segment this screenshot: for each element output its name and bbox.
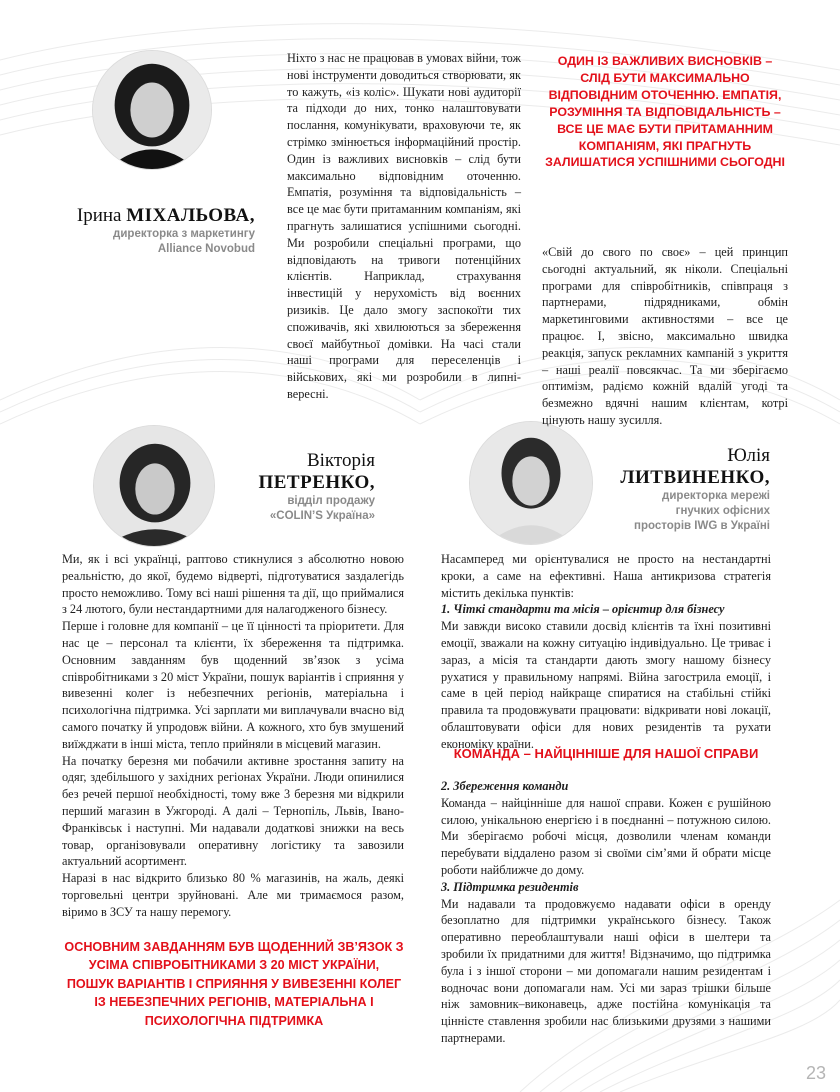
subheading: 1. Чіткі стандарти та місія – орієнтир для бізнесу [441, 602, 725, 617]
article2-highlight: ОСНОВНИМ ЗАВДАННЯМ БУВ ЩОДЕННИЙ ЗВ’ЯЗОК З УСІМА СПІВРОБІТНИКАМИ З 20 МІСТ УКРАЇНИ, ПОШУК ВАРІАНТІВ І СПРИЯННЯ У ВИВЕЗЕННІ КОЛЕГ ІЗ НЕБЕЗПЕЧНИХ РЕГІОНІВ, МАТЕРІАЛЬНА І ПСИХОЛОГІЧНА ПІДТРИМКА [64, 940, 404, 1028]
profile-first-name: Вікторія [306, 450, 375, 471]
profile-name: Ірина МІХАЛЬОВА, [76, 205, 255, 226]
avatar-petrenko [93, 425, 215, 547]
paragraph: На початку березня ми побачили активне зростання запиту на одяг, здебільшого у західних регіонах України. Люди опинилися без речей першої необхідності, тому вже 3 березня ми відкрили перший магазин в Ужгороді. А далі – Тернопіль, Львів, Івано-Франківськ і наступні. Ми надавали додаткові знижки на весь товар, організовували оперативну логістику та завозили актуальний асортимент. [62, 753, 404, 869]
article3-text [441, 551, 771, 753]
profile-last-name: ЛИТВИНЕНКО, [620, 467, 770, 488]
article3-text-continued [441, 778, 771, 1047]
paragraph: Насамперед ми орієнтувалися не просто на нестандартні кроки, а саме на ефективні. Наша антикризова стратегія містить декілька пунктів: [441, 552, 771, 600]
paragraph: Команда – найцінніше для нашої справи. Кожен є рушійною силою, унікальною енергією і в поєднанні – потужною силою. Ми зберігаємо робочі місця, дозволили членам команди перебувати віддалено разом зі своїми сім’ями й обрати місце роботи найближче до дому. [441, 795, 771, 877]
article1-column1: Ніхто з нас не працював в умовах війни, тож нові інструменти доводиться створювати, як то кажуть, «із коліс». Шукати нові аудиторії та підходи до них, тонко налаштовувати послання, комунікувати, враховуючи те, як стрімко змінюється інформаційний простір. Один із важливих висновків – слід бути максимально відповідним оточенню. Емпатія, розуміння та відповідальність – все це має бути притаманним компаніям, які прагнуть залишатися успішними сьогодні. Ми розробили спеціальні програми, що відповідають на тривоги потенційних клієнтів. Наприклад, страхування інвестицій у нерухомість від воєнних ризиків. Це дало змогу заспокоїти тих споживачів, які хвилюються за збереження своєї майбутньої домівки. На часі стали наші програми для переселенців і військових, які ми розробили в липні-вересні. [287, 51, 521, 401]
paragraph: Наразі в нас відкрито близько 80 % магазинів, на жаль, деякі торговельні центри зруйновані. Але ми тримаємося разом, віримо в ЗСУ та нашу перемогу. [62, 871, 404, 919]
paragraph: Ми завжди високо ставили досвід клієнтів та їхні позитивні емоції, зважали на кожну ситуацію індивідуально. Це триває і зараз, а місія та стандарти дають змогу нашому бізнесу рухатися у правильному напрямі. Війна загострила емоції, і саме в цей період найкраще спиратися на стабільні стійкі правила та продовжувати працювати: відкривати нові локації, облаштовувати офіси для нових резидентів та рухати економіку країни. [441, 619, 771, 751]
article3-highlight: КОМАНДА – НАЙЦІННІШЕ ДЛЯ НАШОЇ СПРАВИ [453, 746, 759, 761]
profile-company: Alliance Novobud [157, 243, 255, 255]
page-number: 23 [805, 1063, 826, 1083]
profile-company: просторів IWG в Україні [634, 520, 770, 532]
profile-role: директорка мережі [662, 490, 770, 502]
article1-column2: «Свій до свого по своє» – цей принцип сьогодні актуальний, як ніколи. Спеціальні програми для співробітників, співпраця з партнерами, підрядниками, обмін маркетинговими активностями – все це працює. І, звісно, максимально швидка реакція, запуск рекламних кампаній з укриття – наші реалії повсякчас. Та ми зберігаємо оптимізм, радіємо кожній вдалій угоді та безмежно вдячні нашим клієнтам, котрі цінують нашу зусилля. [542, 245, 788, 427]
avatar-lytvynenko [469, 421, 593, 545]
profile-first-name: Юлія [727, 445, 770, 466]
profile-role: директорка з маркетингу [113, 228, 255, 240]
profile-role: відділ продажу [287, 495, 375, 507]
paragraph: Ми, як і всі українці, раптово стикнулися з абсолютно новою реальністю, до якої, будемо відверті, підготуватися заздалегідь просто неможливо. Тому всі наші рішення та дії, що приймалися з 24 лютого, були нестандартними для налагодженого бізнесу. [62, 552, 404, 617]
paragraph: Перше і головне для компанії – це її цінності та пріоритети. Для нас це – персонал та клієнти, їх збереження та підтримка. Основним завданням був щоденний зв’язок з усіма співробітниками з 20 міст України, пошук варіантів і сприяння у вивезенні колег із небезпечних регіонів, матеріальна і психологічна підтримка. Усі зарплати ми виплачували вчасно від самого початку й упродовж війни. А кожного, хто був змушений виїжджати в інші міста, тепло прийняли в місцевий магазин. [62, 619, 404, 751]
subheading: 3. Підтримка резидентів [441, 879, 579, 894]
paragraph: Ми надавали та продовжуємо надавати офіси в оренду безоплатно для підтримки українського бізнесу. Також оперативно переоблаштували наші офіси в шелтери та зробили їх придатними для життя! Відзначимо, що підтримка була і з іншої сторони – ми допомагали нашим резидентам і водночас вони допомагали нам. Усі ми зараз трішки більше ніж замовник–виконавець, адже постійна комунікація та цінністе ставлення зробили нас близькими друзями з нашими партнерами. [441, 896, 771, 1045]
article2-text [62, 551, 404, 921]
profile-role-line2: гнучких офісних [675, 505, 770, 517]
profile-petrenko [225, 450, 375, 524]
article1-highlight: ОДИН ІЗ ВАЖЛИВИХ ВИСНОВКІВ – СЛІД БУТИ МАКСИМАЛЬНО ВІДПОВІДНИМ ОТОЧЕННЮ. ЕМПАТІЯ, РОЗУМІННЯ ТА ВІДПОВІДАЛЬНІСТЬ – ВСЕ ЦЕ МАЄ БУТИ ПРИТАМАННИМ КОМПАНІЯМ, ЯКІ ПРАГНУТЬ ЗАЛИШАТИСЯ УСПІШНИМИ СЬОГОДНІ [545, 54, 785, 170]
profile-last-name: ПЕТРЕНКО, [258, 472, 375, 493]
profile-lytvynenko [590, 445, 770, 534]
profile-mikhalova [40, 205, 255, 257]
profile-company: «COLIN’S Україна» [269, 510, 375, 522]
avatar-mikhalova [92, 50, 212, 170]
subheading: 2. Збереження команди [441, 779, 569, 793]
